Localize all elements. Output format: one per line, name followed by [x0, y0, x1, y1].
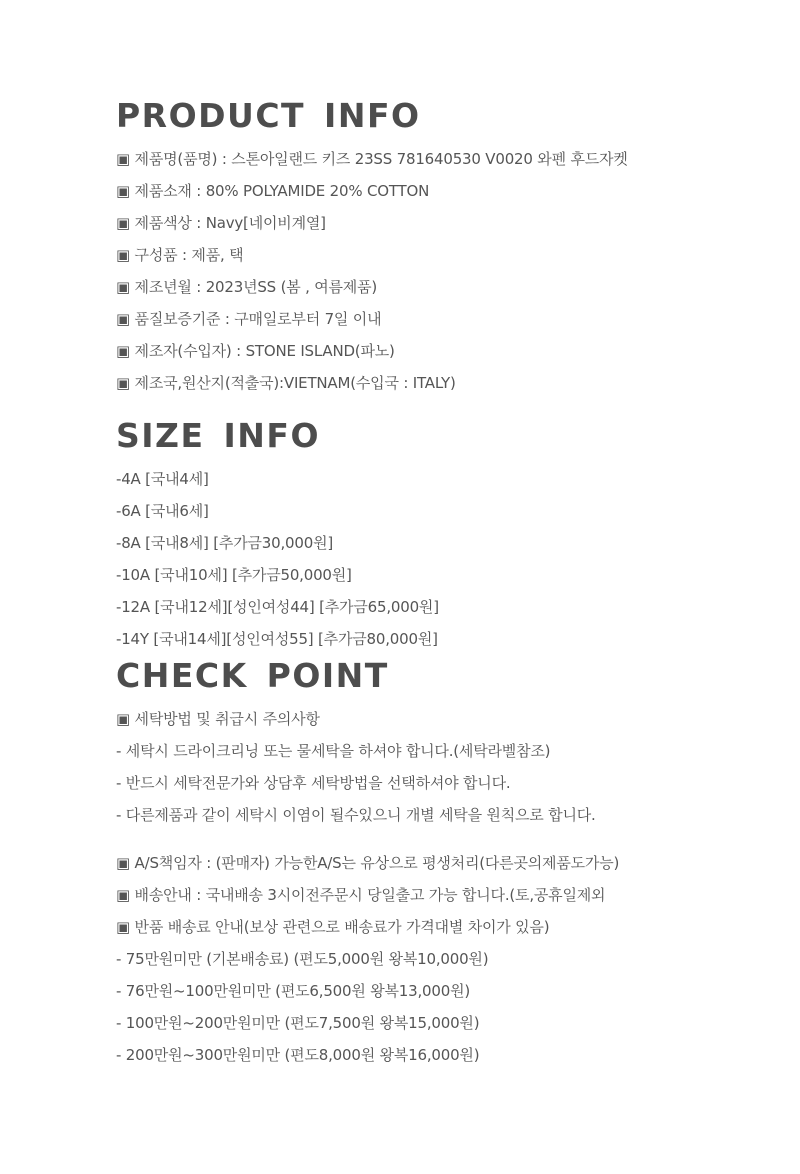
check-point-shipping-info: ▣ 배송안내 : 국내배송 3시이전주문시 당일출고 가능 합니다.(토,공휴일제외 [116, 886, 606, 904]
check-point-heading: CHECK POINT [116, 656, 389, 695]
size-info-item-12a: -12A [국내12세][성인여성44] [추가금65,000원] [116, 598, 439, 616]
check-point-washing-item: - 다른제품과 같이 세탁시 이염이 될수있으니 개별 세탁을 원칙으로 합니다. [116, 806, 596, 824]
size-info-item-8a: -8A [국내8세] [추가금30,000원] [116, 534, 334, 552]
check-point-return-fee-item: - 76만원~100만원미만 (편도6,500원 왕복13,000원) [116, 982, 471, 1000]
product-info-item-warranty: ▣ 품질보증기준 : 구매일로부터 7일 이내 [116, 310, 382, 328]
check-point-return-fee-item: - 200만원~300만원미만 (편도8,000원 왕복16,000원) [116, 1046, 480, 1064]
product-info-item-manufacturer: ▣ 제조자(수입자) : STONE ISLAND(파노) [116, 342, 395, 360]
product-info-item-components: ▣ 구성품 : 제품, 택 [116, 246, 244, 264]
product-info-item-origin: ▣ 제조국,원산지(적출국):VIETNAM(수입국 : ITALY) [116, 374, 456, 392]
check-point-return-fee-item: - 100만원~200만원미만 (편도7,500원 왕복15,000원) [116, 1014, 480, 1032]
product-info-heading: PRODUCT INFO [116, 96, 421, 135]
size-info-item-6a: -6A [국내6세] [116, 502, 209, 520]
product-info-item-manufacture-date: ▣ 제조년월 : 2023년SS (봄 , 여름제품) [116, 278, 378, 296]
check-point-washing-item: - 반드시 세탁전문가와 상담후 세탁방법을 선택하셔야 합니다. [116, 774, 511, 792]
product-info-item-color: ▣ 제품색상 : Navy[네이비계열] [116, 214, 326, 232]
size-info-item-4a: -4A [국내4세] [116, 470, 209, 488]
check-point-return-fee-title: ▣ 반품 배송료 안내(보상 관련으로 배송료가 가격대별 차이가 있음) [116, 918, 550, 936]
size-info-item-10a: -10A [국내10세] [추가금50,000원] [116, 566, 352, 584]
size-info-heading: SIZE INFO [116, 416, 320, 455]
check-point-return-fee-item: - 75만원미만 (기본배송료) (편도5,000원 왕복10,000원) [116, 950, 489, 968]
check-point-washing-title: ▣ 세탁방법 및 취급시 주의사항 [116, 710, 320, 728]
check-point-as-info: ▣ A/S책임자 : (판매자) 가능한A/S는 유상으로 평생처리(다른곳의제품도가능) [116, 854, 620, 872]
product-info-item-material: ▣ 제품소재 : 80% POLYAMIDE 20% COTTON [116, 182, 430, 200]
product-info-item-name: ▣ 제품명(품명) : 스톤아일랜드 키즈 23SS 781640530 V0020 와펜 후드자켓 [116, 150, 628, 168]
check-point-washing-item: - 세탁시 드라이크리닝 또는 물세탁을 하셔야 합니다.(세탁라벨참조) [116, 742, 551, 760]
size-info-item-14y: -14Y [국내14세][성인여성55] [추가금80,000원] [116, 630, 438, 648]
